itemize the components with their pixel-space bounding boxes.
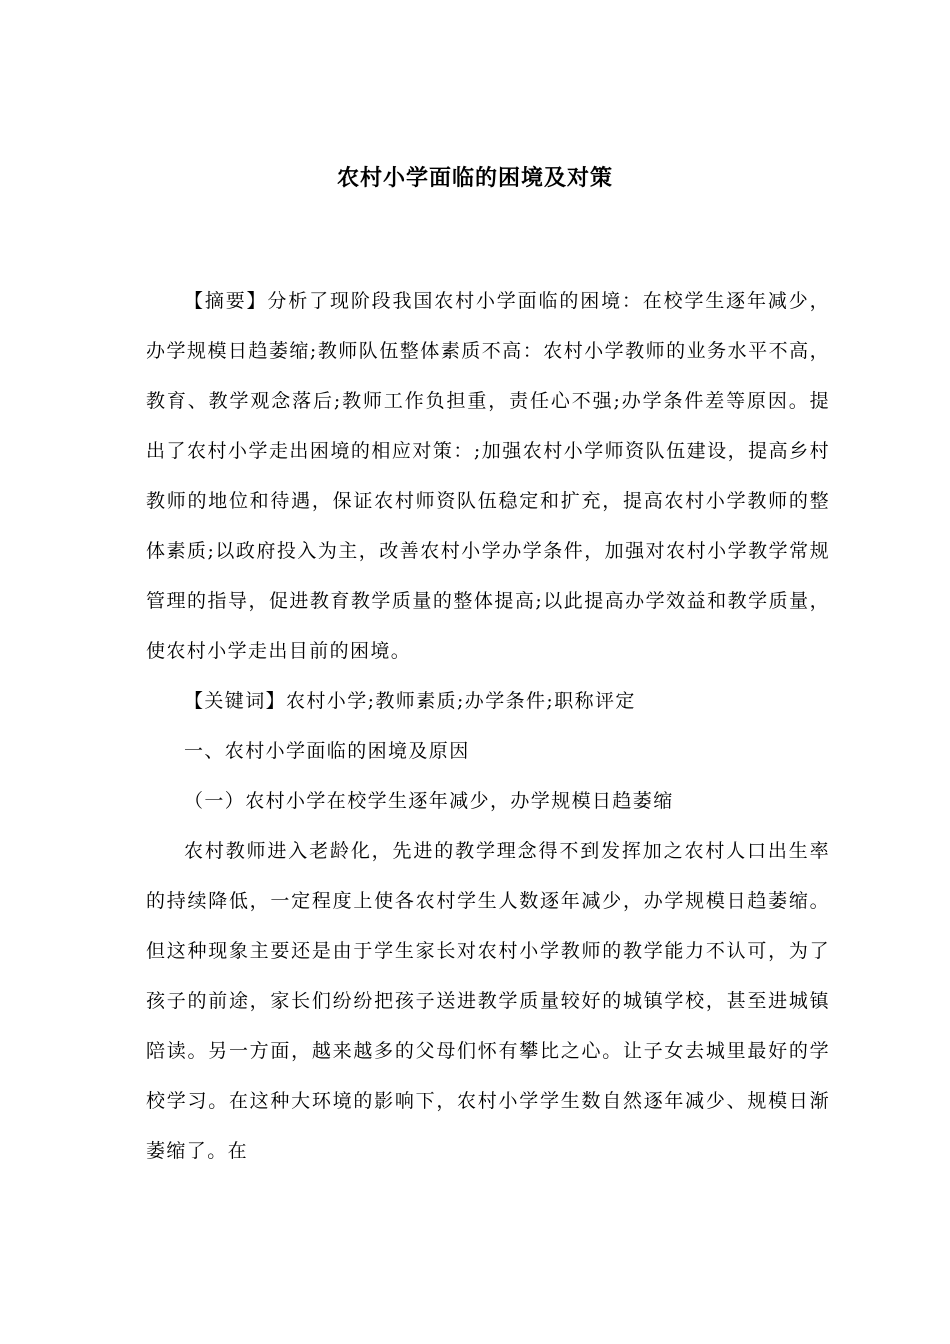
section-heading: 一、农村小学面临的困境及原因: [184, 740, 470, 762]
document-body: [146, 276, 830, 1176]
abstract-paragraph: 【摘要】分析了现阶段我国农村小学面临的困境：在校学生逐年减少，办学规模日趋萎缩;教师队伍整体素质不高：农村小学教师的业务水平不高，教育、教学观念落后;教师工作负担重，责任心不强;办学条件差等原因。提出了农村小学走出困境的相应对策：;加强农村小学师资队伍建设，提高乡村教师的地位和待遇，保证农村师资队伍稳定和扩充，提高农村小学教师的整体素质;以政府投入为主，改善农村小学办学条件，加强对农村小学教学常规管理的指导，促进教育教学质量的整体提高;以此提高办学效益和教学质量，使农村小学走出目前的困境。: [146, 290, 830, 662]
body-paragraph: 农村教师进入老龄化，先进的教学理念得不到发挥加之农村人口出生率的持续降低，一定程度上使各农村学生人数逐年减少，办学规模日趋萎缩。但这种现象主要还是由于学生家长对农村小学教师的教学能力不认可，为了孩子的前途，家长们纷纷把孩子送进教学质量较好的城镇学校，甚至进城镇陪读。另一方面，越来越多的父母们怀有攀比之心。让子女去城里最好的学校学习。在这种大环境的影响下，农村小学学生数自然逐年减少、规模日渐萎缩了。在: [146, 840, 830, 1162]
subsection-heading: （一）农村小学在校学生逐年减少，办学规模日趋萎缩: [184, 790, 674, 812]
keywords-paragraph: 【关键词】农村小学;教师素质;办学条件;职称评定: [184, 690, 636, 712]
document-title: 农村小学面临的困境及对策: [336, 165, 613, 191]
